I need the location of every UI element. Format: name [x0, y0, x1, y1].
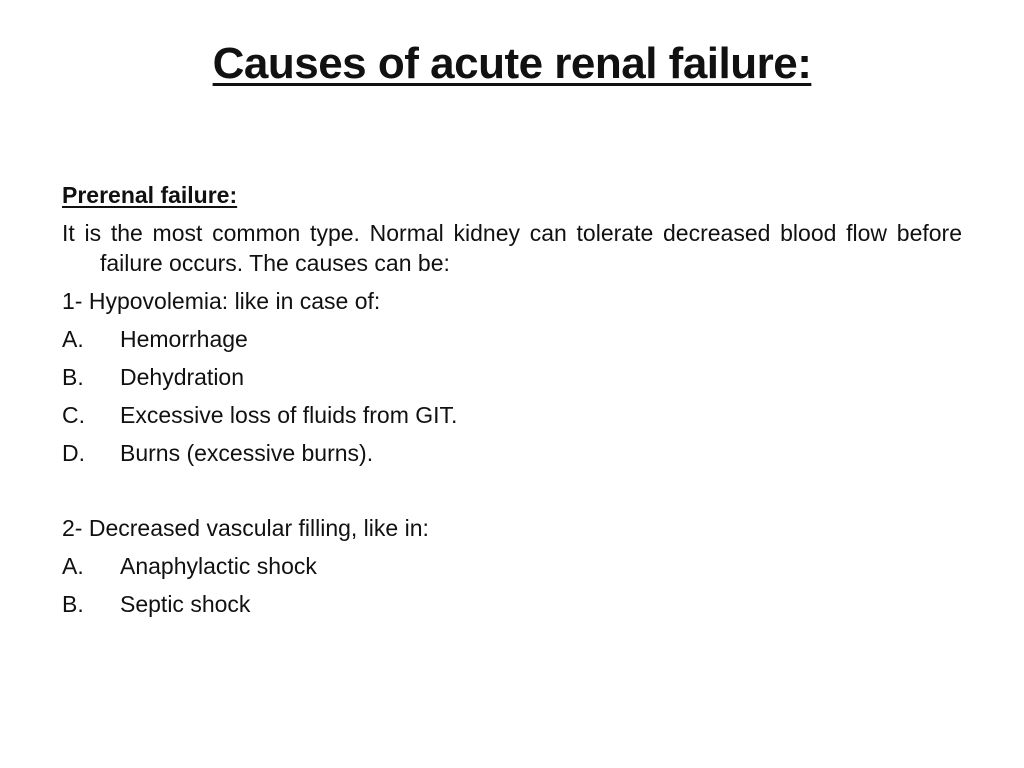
slide-title: Causes of acute renal failure: — [212, 39, 812, 88]
list-marker: B. — [62, 591, 84, 617]
section-1-heading: 1- Hypovolemia: like in case of: — [62, 288, 381, 314]
list-item-text: Anaphylactic shock — [120, 553, 317, 579]
list-item — [62, 438, 962, 468]
list-marker: B. — [62, 364, 84, 390]
list-item — [62, 589, 962, 619]
spacer — [62, 476, 962, 513]
list-item — [62, 400, 962, 430]
list-item-text: Dehydration — [120, 364, 245, 390]
list-item-text: Excessive loss of fluids from GIT. — [120, 402, 458, 428]
list-marker: C. — [62, 402, 85, 428]
list-item-text: Hemorrhage — [120, 326, 248, 352]
list-item-text: Burns (excessive burns). — [120, 440, 374, 466]
intro-paragraph: It is the most common type. Normal kidney can tolerate decreased blood flow before failure occurs. The causes can be: — [62, 220, 962, 276]
subheading: Prerenal failure: — [62, 182, 238, 208]
list-item-text: Septic shock — [120, 591, 251, 617]
list-marker: A. — [62, 553, 84, 579]
slide-body — [62, 180, 962, 627]
list-item — [62, 551, 962, 581]
list-marker: A. — [62, 326, 84, 352]
section-2-heading: 2- Decreased vascular filling, like in: — [62, 515, 429, 541]
list-marker: D. — [62, 440, 85, 466]
list-item — [62, 362, 962, 392]
list-item — [62, 324, 962, 354]
